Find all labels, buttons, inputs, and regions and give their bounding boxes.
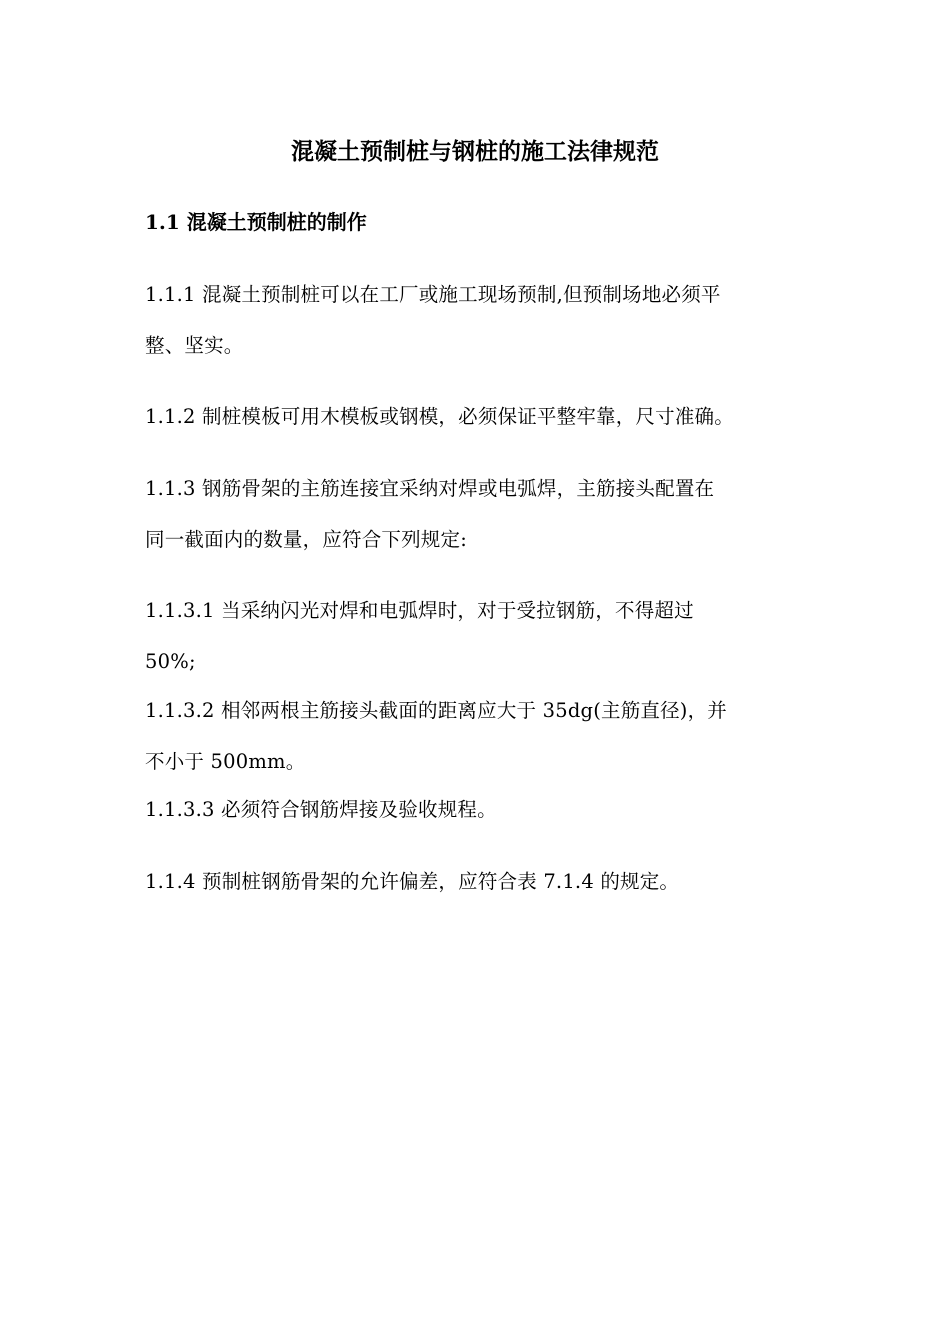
paragraph-1-1-3 bbox=[145, 463, 810, 565]
paragraph-line: 1.1.3.3 必须符合钢筋焊接及验收规程。 bbox=[145, 798, 497, 821]
paragraph-1-1-3-3 bbox=[145, 784, 810, 835]
paragraph-line: 整、坚实。 bbox=[145, 334, 244, 357]
paragraph-1-1-4 bbox=[145, 856, 810, 907]
paragraph-line: 50%; bbox=[145, 650, 196, 673]
paragraph-1-1-1 bbox=[145, 269, 810, 371]
paragraph-line: 1.1.3 钢筋骨架的主筋连接宜采纳对焊或电弧焊，主筋接头配置在 bbox=[145, 477, 715, 500]
paragraph-1-1-3-2 bbox=[145, 685, 810, 787]
section-heading: 1.1 混凝土预制桩的制作 bbox=[145, 210, 367, 234]
paragraph-line: 不小于 500mm。 bbox=[145, 750, 306, 773]
paragraph-line: 1.1.4 预制桩钢筋骨架的允许偏差，应符合表 7.1.4 的规定。 bbox=[145, 870, 680, 893]
document-title: 混凝土预制桩与钢桩的施工法律规范 bbox=[291, 138, 659, 165]
paragraph-line: 1.1.3.2 相邻两根主筋接头截面的距离应大于 35dg(主筋直径)，并 bbox=[145, 699, 728, 722]
paragraph-1-1-2 bbox=[145, 391, 810, 442]
paragraph-line: 1.1.2 制桩模板可用木模板或钢模，必须保证平整牢靠，尺寸准确。 bbox=[145, 405, 734, 428]
paragraph-1-1-3-1 bbox=[145, 585, 810, 687]
paragraph-line: 1.1.1 混凝土预制桩可以在工厂或施工现场预制,但预制场地必须平 bbox=[145, 283, 721, 306]
paragraph-line: 同一截面内的数量，应符合下列规定: bbox=[145, 528, 467, 551]
paragraph-line: 1.1.3.1 当采纳闪光对焊和电弧焊时，对于受拉钢筋，不得超过 bbox=[145, 599, 694, 622]
